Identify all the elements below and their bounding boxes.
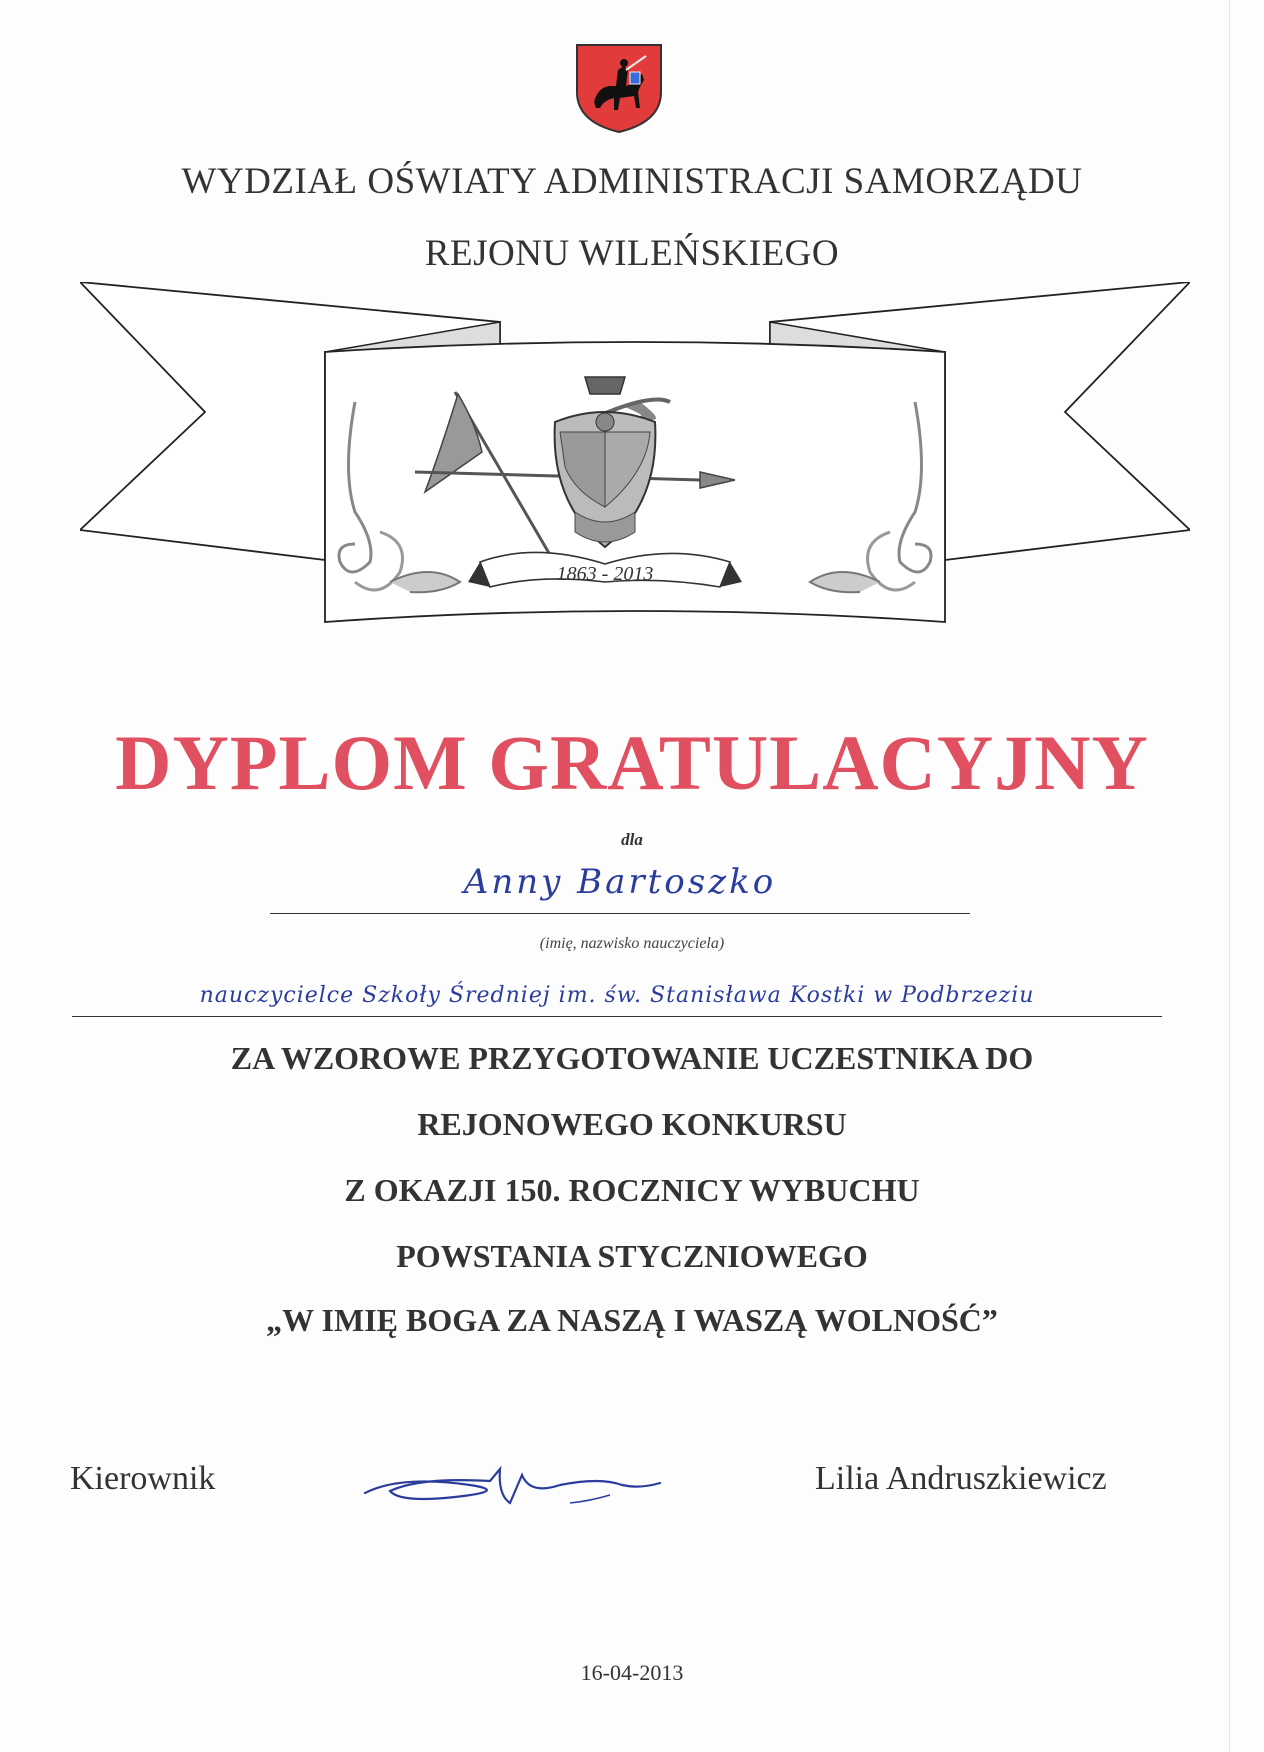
header-line-1: WYDZIAŁ OŚWIATY ADMINISTRACJI SAMORZĄDU [181, 161, 1083, 202]
issue-date: 16-04-2013 [580, 1660, 684, 1685]
recipient-name-caption: (imię, nazwisko nauczyciela) [539, 935, 725, 952]
for-label: dla [621, 830, 643, 849]
body-line-3: Z OKAZJI 150. ROCZNICY WYBUCHU [344, 1172, 920, 1208]
handwritten-signature-icon [360, 1455, 680, 1525]
header-line-2: REJONU WILEŃSKIEGO [424, 233, 840, 274]
diploma-title: DYPLOM GRATULACYJNY [115, 719, 1149, 806]
signatory-title: Kierownik [70, 1460, 216, 1497]
signatory-name: Lilia Andruszkiewicz [815, 1460, 1107, 1497]
recipient-name: Anny Bartoszko [463, 862, 777, 902]
recipient-role: nauczycielce Szkoły Średniej im. św. Stanisława Kostki w Podbrzeziu [199, 983, 1035, 1008]
banner-years: 1863 - 2013 [556, 563, 654, 585]
body-line-2: REJONOWEGO KONKURSU [417, 1106, 847, 1142]
recipient-role-underline [72, 1016, 1162, 1017]
body-line-5: „W IMIĘ BOGA ZA NASZĄ I WASZĄ WOLNOŚĆ” [266, 1302, 998, 1338]
body-line-1: ZA WZOROWE PRZYGOTOWANIE UCZESTNIKA DO [230, 1040, 1034, 1076]
coat-of-arms-icon [574, 42, 664, 134]
body-line-4: POWSTANIA STYCZNIOWEGO [396, 1238, 868, 1274]
recipient-name-underline [270, 913, 970, 914]
ribbon-banner [80, 282, 1190, 682]
